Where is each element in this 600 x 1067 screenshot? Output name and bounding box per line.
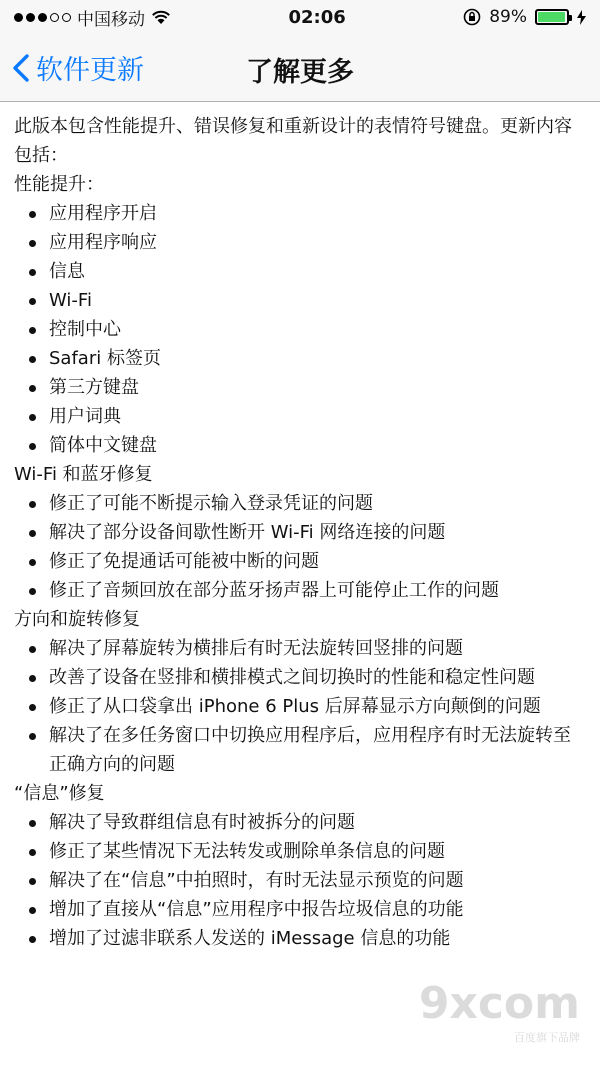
intro-text: 此版本包含性能提升、错误修复和重新设计的表情符号键盘。更新内容包括： [14, 116, 572, 166]
list-item: 增加了过滤非联系人发送的 iMessage 信息的功能 [14, 924, 586, 953]
status-right [463, 7, 586, 27]
list-item: 增加了直接从“信息”应用程序中报告垃圾信息的功能 [14, 895, 586, 924]
wifi-icon [151, 10, 171, 25]
release-notes [0, 102, 600, 953]
list-item: 修正了音频回放在部分蓝牙扬声器上可能停止工作的问题 [14, 576, 586, 605]
list-item: 解决了导致群组信息有时被拆分的问题 [14, 808, 586, 837]
battery-percent: 89% [489, 7, 527, 27]
list-item: 应用程序响应 [14, 228, 586, 257]
battery-icon [535, 9, 569, 25]
sections-container [14, 170, 586, 953]
list-item: Safari 标签页 [14, 344, 586, 373]
bullet-list [14, 199, 586, 460]
section-title: 方向和旋转修复 [14, 609, 140, 630]
list-item: 简体中文键盘 [14, 431, 586, 460]
list-item: 第三方键盘 [14, 373, 586, 402]
list-item: 控制中心 [14, 315, 586, 344]
navigation-bar [0, 34, 600, 102]
list-item: 信息 [14, 257, 586, 286]
list-item: 修正了从口袋拿出 iPhone 6 Plus 后屏幕显示方向颠倒的问题 [14, 692, 586, 721]
bullet-list [14, 808, 586, 953]
charging-icon [577, 10, 586, 25]
list-item: Wi-Fi [14, 286, 586, 315]
rotation-lock-icon [463, 8, 481, 26]
status-bar [0, 0, 600, 34]
status-time: 02:06 [288, 6, 346, 28]
list-item: 解决了屏幕旋转为横排后有时无法旋转回竖排的问题 [14, 634, 586, 663]
list-item: 修正了某些情况下无法转发或删除单条信息的问题 [14, 837, 586, 866]
bullet-list [14, 634, 586, 779]
back-label: 软件更新 [36, 55, 144, 86]
list-item: 修正了可能不断提示输入登录凭证的问题 [14, 489, 586, 518]
list-item: 解决了在“信息”中拍照时，有时无法显示预览的问题 [14, 866, 586, 895]
list-item: 用户词典 [14, 402, 586, 431]
section-title: “信息”修复 [14, 783, 105, 804]
list-item: 应用程序开启 [14, 199, 586, 228]
watermark-logo: 9xcom [418, 978, 580, 1029]
list-item: 修正了免提通话可能被中断的问题 [14, 547, 586, 576]
list-item: 解决了部分设备间歇性断开 Wi-Fi 网络连接的问题 [14, 518, 586, 547]
watermark-subtitle: 百度旗下品牌 [514, 1031, 580, 1044]
page-title: 了解更多 [246, 57, 354, 88]
list-item: 解决了在多任务窗口中切换应用程序后，应用程序有时无法旋转至正确方向的问题 [14, 721, 586, 779]
status-left [14, 5, 171, 30]
signal-strength-icon [14, 13, 71, 22]
bullet-list [14, 489, 586, 605]
carrier-label: 中国移动 [77, 9, 145, 30]
list-item: 改善了设备在竖排和横排模式之间切换时的性能和稳定性问题 [14, 663, 586, 692]
section-title: 性能提升： [14, 174, 104, 195]
section-title: Wi-Fi 和蓝牙修复 [14, 464, 153, 485]
